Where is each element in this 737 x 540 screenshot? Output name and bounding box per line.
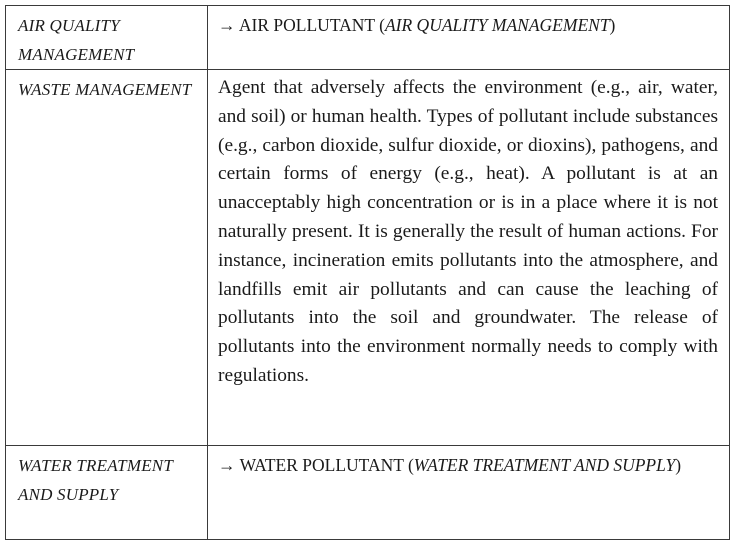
xref-domain: AIR QUALITY MANAGEMENT: [384, 15, 610, 35]
cross-reference: [208, 446, 730, 540]
arrow-icon: →: [218, 15, 236, 35]
definition-cell: [208, 70, 730, 446]
arrow-icon: →: [218, 455, 236, 475]
table-row: [6, 446, 730, 540]
domain-label: AIR QUALITY MANAGEMENT: [6, 6, 208, 70]
xref-term: WATER POLLUTANT: [239, 455, 404, 475]
glossary-table: [5, 5, 730, 540]
xref-term: AIR POLLUTANT: [238, 15, 375, 35]
domain-label: WASTE MANAGEMENT: [6, 70, 208, 446]
xref-close-paren: ): [675, 455, 682, 475]
cross-reference: [208, 6, 730, 70]
table-row: [6, 6, 730, 70]
domain-label: WATER TREATMENT AND SUPPLY: [6, 446, 208, 540]
xref-open-paren: (: [379, 15, 385, 35]
xref-domain: WATER TREATMENT AND SUPPLY: [413, 455, 676, 475]
xref-close-paren: ): [609, 15, 616, 35]
table-row: [6, 70, 730, 446]
xref-open-paren: (: [407, 455, 414, 475]
definition-text: Agent that adversely affects the environment (e.g., air, water, and soil) or human health. Types of pollutant include substances (e.g., carbon dioxide, sulfur dioxide, or dioxins), pathogens, and certain forms of energy (e.g., heat). A pollutant is at an unacceptably high concentration or is in a place where it is not naturally present. It is generally the result of human actions. For instance, incineration emits pollutants into the atmosphere, and landfills emit air pollutants and can cause the leaching of pollutants into the soil and groundwater. The release of pollutants into the environment normally needs to comply with regulations.: [218, 77, 718, 386]
